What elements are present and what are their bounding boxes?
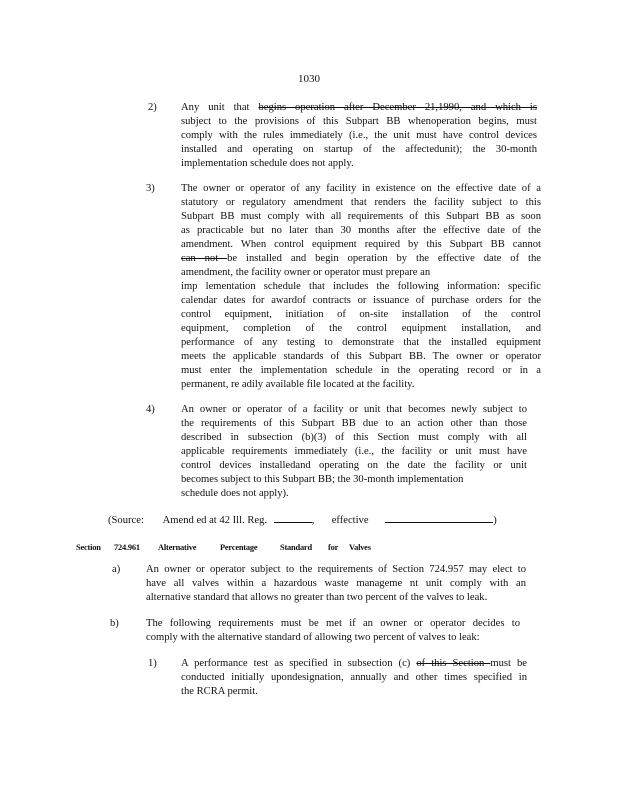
- effective-date-blank: [385, 512, 493, 523]
- text-line: amendment, the facility owner or operator must prepare an: [181, 267, 431, 278]
- text-line: the RCRA permit.: [181, 686, 258, 697]
- text-line: implementation schedule does not apply.: [181, 158, 354, 169]
- text-line: as practicable but no later than 30 months after the effective date of the: [181, 225, 541, 236]
- text-line: control equipment, initiation of on-site installation of the control: [181, 309, 541, 320]
- heading-section-number: 724.961: [114, 543, 140, 552]
- text-line: installed and operating on startup of the affectedunit); the 30-month: [181, 144, 537, 155]
- text-line: applicable requirements immediately (i.e., the facility or unit must have: [181, 446, 527, 457]
- item-number-b: b): [110, 618, 119, 629]
- text-line: meets the applicable standards of this Subpart BB. The owner or operator: [181, 351, 541, 362]
- text-line: amendment. When control equipment required by this Subpart BB cannot: [181, 239, 541, 250]
- text-line: permanent, re adily available file located at the facility.: [181, 379, 415, 390]
- paragraph-4: [181, 403, 527, 501]
- paragraph-3: [181, 182, 541, 392]
- text-line: imp lementation schedule that includes the following information: specific: [181, 281, 541, 292]
- text-line: control devices installedand operating on the date the facility or unit: [181, 460, 527, 471]
- text-line: An owner or operator of a facility or unit that becomes newly subject to: [181, 404, 527, 415]
- heading-word: for: [328, 543, 339, 552]
- text-line: Subpart BB must comply with all requirements of this Subpart BB as soon: [181, 211, 541, 222]
- text-line: statutory or regulatory amendment that renders the facility subject to this: [181, 197, 541, 208]
- item-number-3: 3): [146, 183, 155, 194]
- paragraph-b: [146, 617, 520, 645]
- text-line: the requirements of this Subpart BB due to an action other than those: [181, 418, 527, 429]
- source-comma: ,: [311, 515, 315, 526]
- item-number-1: 1): [148, 658, 157, 669]
- text-line: schedule does not apply).: [181, 488, 289, 499]
- text-line: A performance test as specified in subsection (c) of this Section must be: [181, 658, 527, 669]
- text-line: equipment, completion of the control equipment installation, and: [181, 323, 541, 334]
- text-line: performance of any testing to demonstrate that the installed equipment: [181, 337, 541, 348]
- source-close: ): [493, 515, 497, 526]
- source-effective: effective: [331, 515, 369, 526]
- item-number-2: 2): [148, 102, 157, 113]
- item-number-a: a): [112, 564, 121, 575]
- text-line: calendar dates for awardof contracts or issuance of purchase orders for the: [181, 295, 541, 306]
- heading-section-label: Section: [76, 543, 101, 552]
- heading-word: Percentage: [220, 543, 258, 552]
- text-line: described in subsection (b)(3) of this Section must comply with all: [181, 432, 527, 443]
- source-note: [108, 512, 508, 528]
- text-line: Any unit that begins operation after December 21,1990, and which is: [181, 102, 537, 113]
- heading-word: Valves: [349, 543, 371, 552]
- text-line: alternative standard that allows no greater than two percent of the valves to leak.: [146, 592, 488, 603]
- paragraph-2: [181, 101, 537, 171]
- text-line: subject to the provisions of this Subpart BB whenoperation begins, must: [181, 116, 537, 127]
- text-line: conducted initially upondesignation, annually and other times specified in: [181, 672, 527, 683]
- text-line: comply with the alternative standard of allowing two percent of valves to leak:: [146, 632, 480, 643]
- source-prefix: (Source:: [108, 515, 144, 526]
- text-line: comply with the rules immediately (i.e., the unit must have control devices: [181, 130, 537, 141]
- section-heading: [76, 541, 371, 555]
- page-number: 1030: [298, 73, 320, 85]
- item-number-4: 4): [146, 404, 155, 415]
- text-line: An owner or operator subject to the requirements of Section 724.957 may elect to: [146, 564, 526, 575]
- source-amended: Amend ed at 42 Ill. Reg.: [162, 515, 268, 526]
- heading-word: Alternative: [158, 543, 197, 552]
- text-line: The owner or operator of any facility in existence on the effective date of a: [181, 183, 541, 194]
- text-line: becomes subject to this Subpart BB; the 30-month implementation: [181, 474, 464, 485]
- register-page-blank: [274, 512, 312, 523]
- heading-word: Standard: [280, 543, 312, 552]
- text-line: The following requirements must be met if an owner or operator decides to: [146, 618, 520, 629]
- paragraph-b1: [181, 657, 527, 699]
- text-line: have all valves within a hazardous waste manageme nt unit comply with an: [146, 578, 526, 589]
- text-line: must enter the implementation schedule in the operating record or in a: [181, 365, 541, 376]
- paragraph-a: [146, 563, 526, 605]
- text-line: can not be installed and begin operation by the effective date of the: [181, 253, 541, 264]
